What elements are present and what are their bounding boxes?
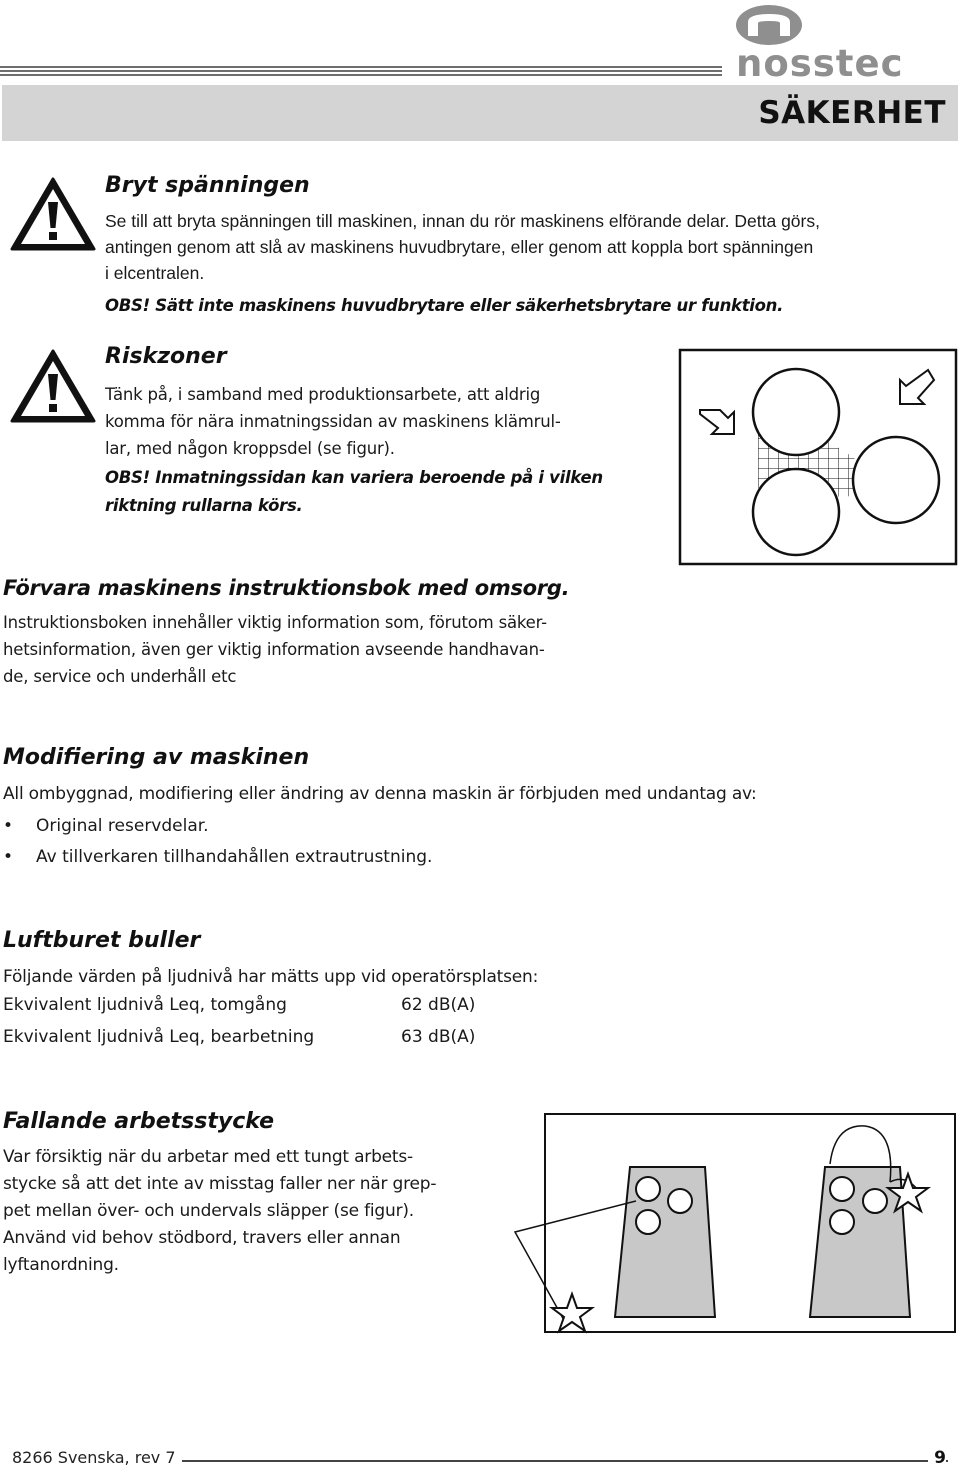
header-rule: [0, 66, 722, 76]
text-line: lar, med någon kroppsdel (se figur).: [105, 439, 395, 458]
page-number: 9: [928, 1448, 946, 1468]
text-line: Instruktionsboken innehåller viktig information som, förutom säker-: [3, 613, 547, 632]
noise-row: [3, 1027, 563, 1058]
text-line: i elcentralen.: [105, 263, 205, 283]
bullet-text: Av tillverkaren tillhandahållen extrautrustning.: [36, 847, 433, 867]
heading-fallande-arbetsstycke: Fallande arbetsstycke: [3, 1109, 275, 1134]
warning2-obs: [105, 464, 665, 520]
text-line: Var försiktig när du arbetar med ett tungt arbets-: [3, 1147, 413, 1167]
noise-row: [3, 995, 563, 1026]
noise-label: Ekvivalent ljudnivå Leq, tomgång: [3, 995, 287, 1015]
text-line: stycke så att det inte av misstag faller ner när grep-: [3, 1174, 437, 1194]
warning-triangle-icon: [10, 176, 96, 252]
warning-triangle-icon: [10, 348, 96, 424]
noise-intro: Följande värden på ljudnivå har mätts upp vid operatörsplatsen:: [3, 967, 539, 987]
warning1-text: [105, 208, 955, 286]
warning1-obs: OBS! Sätt inte maskinens huvudbrytare eller säkerhetsbrytare ur funktion.: [105, 296, 784, 315]
noise-label: Ekvivalent ljudnivå Leq, bearbetning: [3, 1027, 315, 1047]
text-line: riktning rullarna körs.: [105, 496, 303, 515]
text-line: pet mellan över- och undervals släpper (se figur).: [3, 1201, 414, 1221]
heading-luftburet-buller: Luftburet buller: [3, 928, 201, 953]
brand-name: nosstec: [736, 42, 904, 85]
document-reference: 8266 Svenska, rev 7: [10, 1448, 182, 1467]
text-line: antingen genom att slå av maskinens huvudbrytare, eller genom att koppla bort spänningen: [105, 237, 814, 257]
title-band: [2, 85, 958, 141]
falling-workpiece-figure: [490, 1112, 958, 1334]
text-line: OBS! Inmatningssidan kan variera beroende på i vilken: [105, 468, 603, 487]
list-item: [3, 842, 432, 873]
bullet-icon: •: [3, 816, 14, 836]
heading-bryt-spanningen: Bryt spänningen: [105, 173, 310, 198]
falling-text: [3, 1144, 523, 1279]
noise-value: 63 dB(A): [401, 1027, 476, 1047]
text-line: komma för nära inmatningssidan av maskinens klämrul-: [105, 412, 561, 431]
list-item: [3, 811, 209, 842]
text-line: Se till att bryta spänningen till maskinen, innan du rör maskinens elförande delar. Detta görs,: [105, 211, 820, 231]
bullet-icon: •: [3, 847, 14, 867]
text-line: hetsinformation, även ger viktig information avseende handhavan-: [3, 640, 545, 659]
text-line: Använd vid behov stödbord, travers eller annan: [3, 1228, 401, 1248]
heading-instruktionsbok: Förvara maskinens instruktionsbok med omsorg.: [3, 576, 570, 600]
bullet-text: Original reservdelar.: [36, 816, 209, 836]
text-line: Tänk på, i samband med produktionsarbete, att aldrig: [105, 385, 541, 404]
page-title: SÄKERHET: [758, 95, 946, 131]
text-line: lyftanordning.: [3, 1255, 119, 1275]
warning2-text: [105, 381, 665, 462]
pinch-rollers-figure: [678, 348, 958, 566]
noise-value: 62 dB(A): [401, 995, 476, 1015]
heading-modifiering: Modifiering av maskinen: [3, 745, 310, 770]
text-line: de, service och underhåll etc: [3, 667, 237, 686]
heading-riskzoner: Riskzoner: [105, 344, 227, 369]
brand-logo: [734, 2, 958, 85]
page-footer: [0, 1446, 960, 1476]
modification-intro: All ombyggnad, modifiering eller ändring av denna maskin är förbjuden med undantag av:: [3, 784, 757, 804]
manual-text: [3, 609, 643, 690]
logo-emblem-icon: [734, 2, 814, 46]
